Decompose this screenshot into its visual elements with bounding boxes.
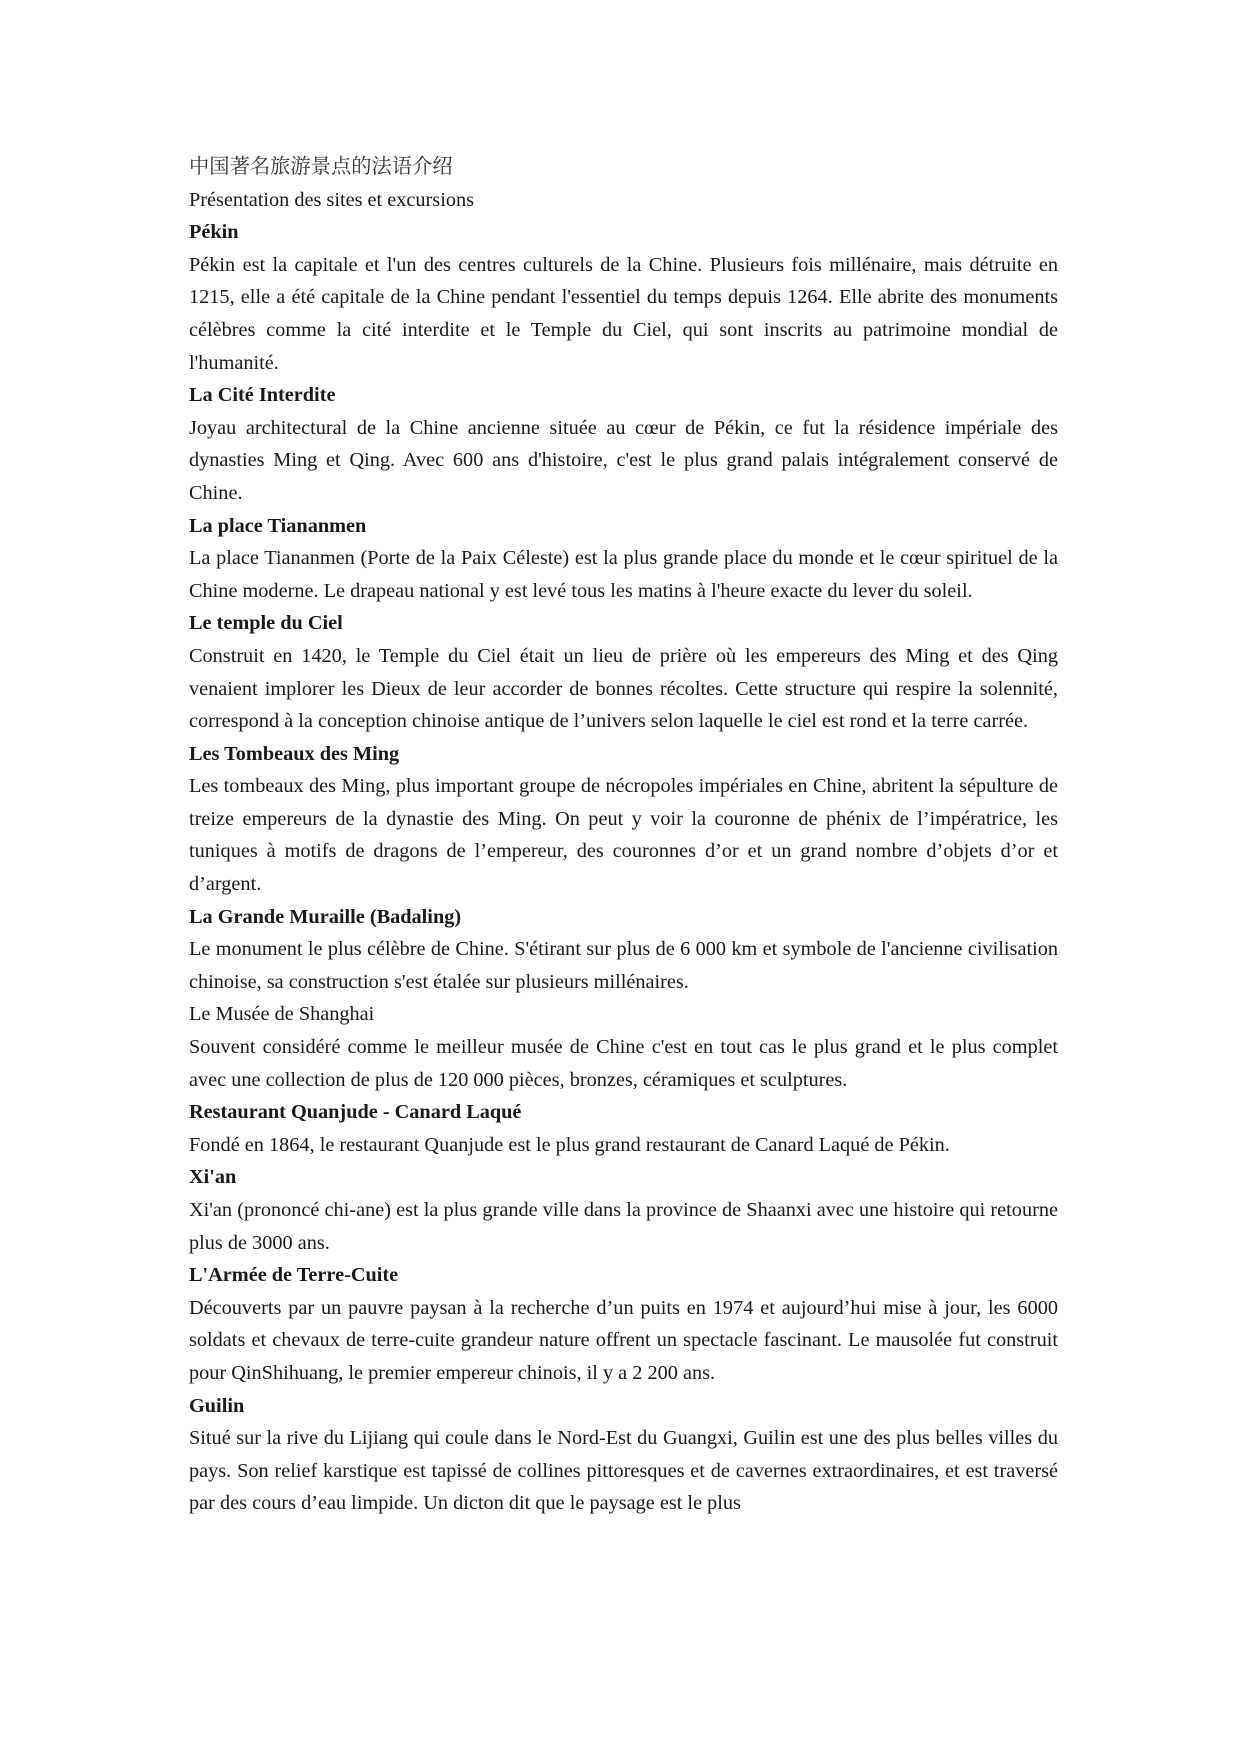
section-paragraph: Situé sur la rive du Lijiang qui coule dans le Nord-Est du Guangxi, Guilin est une des plus belles villes du pays. Son relief karstique est tapissé de collines pittoresques et de cavernes extraordinaires, et est traversé par des cours d’eau limpide. Un dicton dit que le paysage est le plus — [189, 1427, 1058, 1515]
section-restaurant-quanjude — [189, 1096, 1058, 1161]
section-xian — [189, 1161, 1058, 1259]
section-pekin — [189, 216, 1058, 379]
section-tombeaux-ming — [189, 738, 1058, 901]
section-paragraph: Souvent considéré comme le meilleur musée de Chine c'est en tout cas le plus grand et le plus complet avec une collection de plus de 120 000 pièces, bronzes, céramiques et sculptures. — [189, 1036, 1058, 1091]
section-heading: Restaurant Quanjude - Canard Laqué — [189, 1101, 522, 1124]
section-heading: Les Tombeaux des Ming — [189, 742, 400, 765]
section-armee-terre-cuite — [189, 1259, 1058, 1389]
section-paragraph: Les tombeaux des Ming, plus important groupe de nécropoles impériales en Chine, abritent la sépulture de treize empereurs de la dynastie des Ming. On peut y voir la couronne de phénix de l’impératrice, les tuniques à motifs de dragons de l’empereur, des couronnes d’or et un grand nombre d’objets d’or et d’argent. — [189, 775, 1058, 896]
section-paragraph: Construit en 1420, le Temple du Ciel était un lieu de prière où les empereurs des Ming et des Qing venaient implorer les Dieux de leur accorder de bonnes récoltes. Cette structure qui respire la solennité, correspond à la conception chinoise antique de l’univers selon laquelle le ciel est rond et la terre carrée. — [189, 644, 1058, 733]
section-heading: Le temple du Ciel — [189, 612, 343, 635]
section-paragraph: Fondé en 1864, le restaurant Quanjude est le plus grand restaurant de Canard Laqué de Pékin. — [189, 1133, 950, 1156]
section-cite-interdite — [189, 379, 1058, 509]
document-subtitle: Présentation des sites et excursions — [189, 188, 475, 211]
section-paragraph: Pékin est la capitale et l'un des centres culturels de la Chine. Plusieurs fois millénaire, mais détruite en 1215, elle a été capitale de la Chine pendant l'essentiel du temps depuis 1264. Elle abrite des monuments célèbres comme la cité interdite et le Temple du Ciel, qui sont inscrits au patrimoine mondial de l'humanité. — [189, 253, 1058, 374]
section-place-tiananmen — [189, 510, 1058, 608]
section-heading: La Grande Muraille (Badaling) — [189, 905, 462, 928]
section-paragraph: La place Tiananmen (Porte de la Paix Céleste) est la plus grande place du monde et le cœur spirituel de la Chine moderne. Le drapeau national y est levé tous les matins à l'heure exacte du lever du soleil. — [189, 547, 1058, 602]
section-heading: Pékin — [189, 221, 239, 244]
section-paragraph: Découverts par un pauvre paysan à la recherche d’un puits en 1974 et aujourd’hui mise à jour, les 6000 soldats et chevaux de terre-cuite grandeur nature offrent un spectacle fascinant. Le mausolée fut construit pour QinShihuang, le premier empereur chinois, il y a 2 200 ans. — [189, 1296, 1058, 1384]
document-title: 中国著名旅游景点的法语介绍 — [189, 156, 453, 178]
section-heading: La place Tiananmen — [189, 514, 367, 537]
section-paragraph: Joyau architectural de la Chine ancienne située au cœur de Pékin, ce fut la résidence impériale des dynasties Ming et Qing. Avec 600 ans d'histoire, c'est le plus grand palais intégralement conservé de Chine. — [189, 416, 1058, 504]
section-heading: La Cité Interdite — [189, 384, 336, 407]
document-page — [189, 151, 1058, 1520]
section-temple-du-ciel — [189, 607, 1058, 737]
section-paragraph: Xi'an (prononcé chi-ane) est la plus grande ville dans la province de Shaanxi avec une histoire qui retourne plus de 3000 ans. — [189, 1199, 1058, 1254]
section-heading: Xi'an — [189, 1166, 237, 1189]
section-guilin — [189, 1390, 1058, 1520]
section-heading: Le Musée de Shanghai — [189, 1003, 375, 1026]
section-musee-shanghai — [189, 998, 1058, 1096]
section-grande-muraille — [189, 901, 1058, 999]
section-paragraph: Le monument le plus célèbre de Chine. S'étirant sur plus de 6 000 km et symbole de l'ancienne civilisation chinoise, sa construction s'est étalée sur plusieurs millénaires. — [189, 938, 1058, 993]
section-heading: Guilin — [189, 1394, 245, 1417]
section-heading: L'Armée de Terre-Cuite — [189, 1264, 399, 1287]
